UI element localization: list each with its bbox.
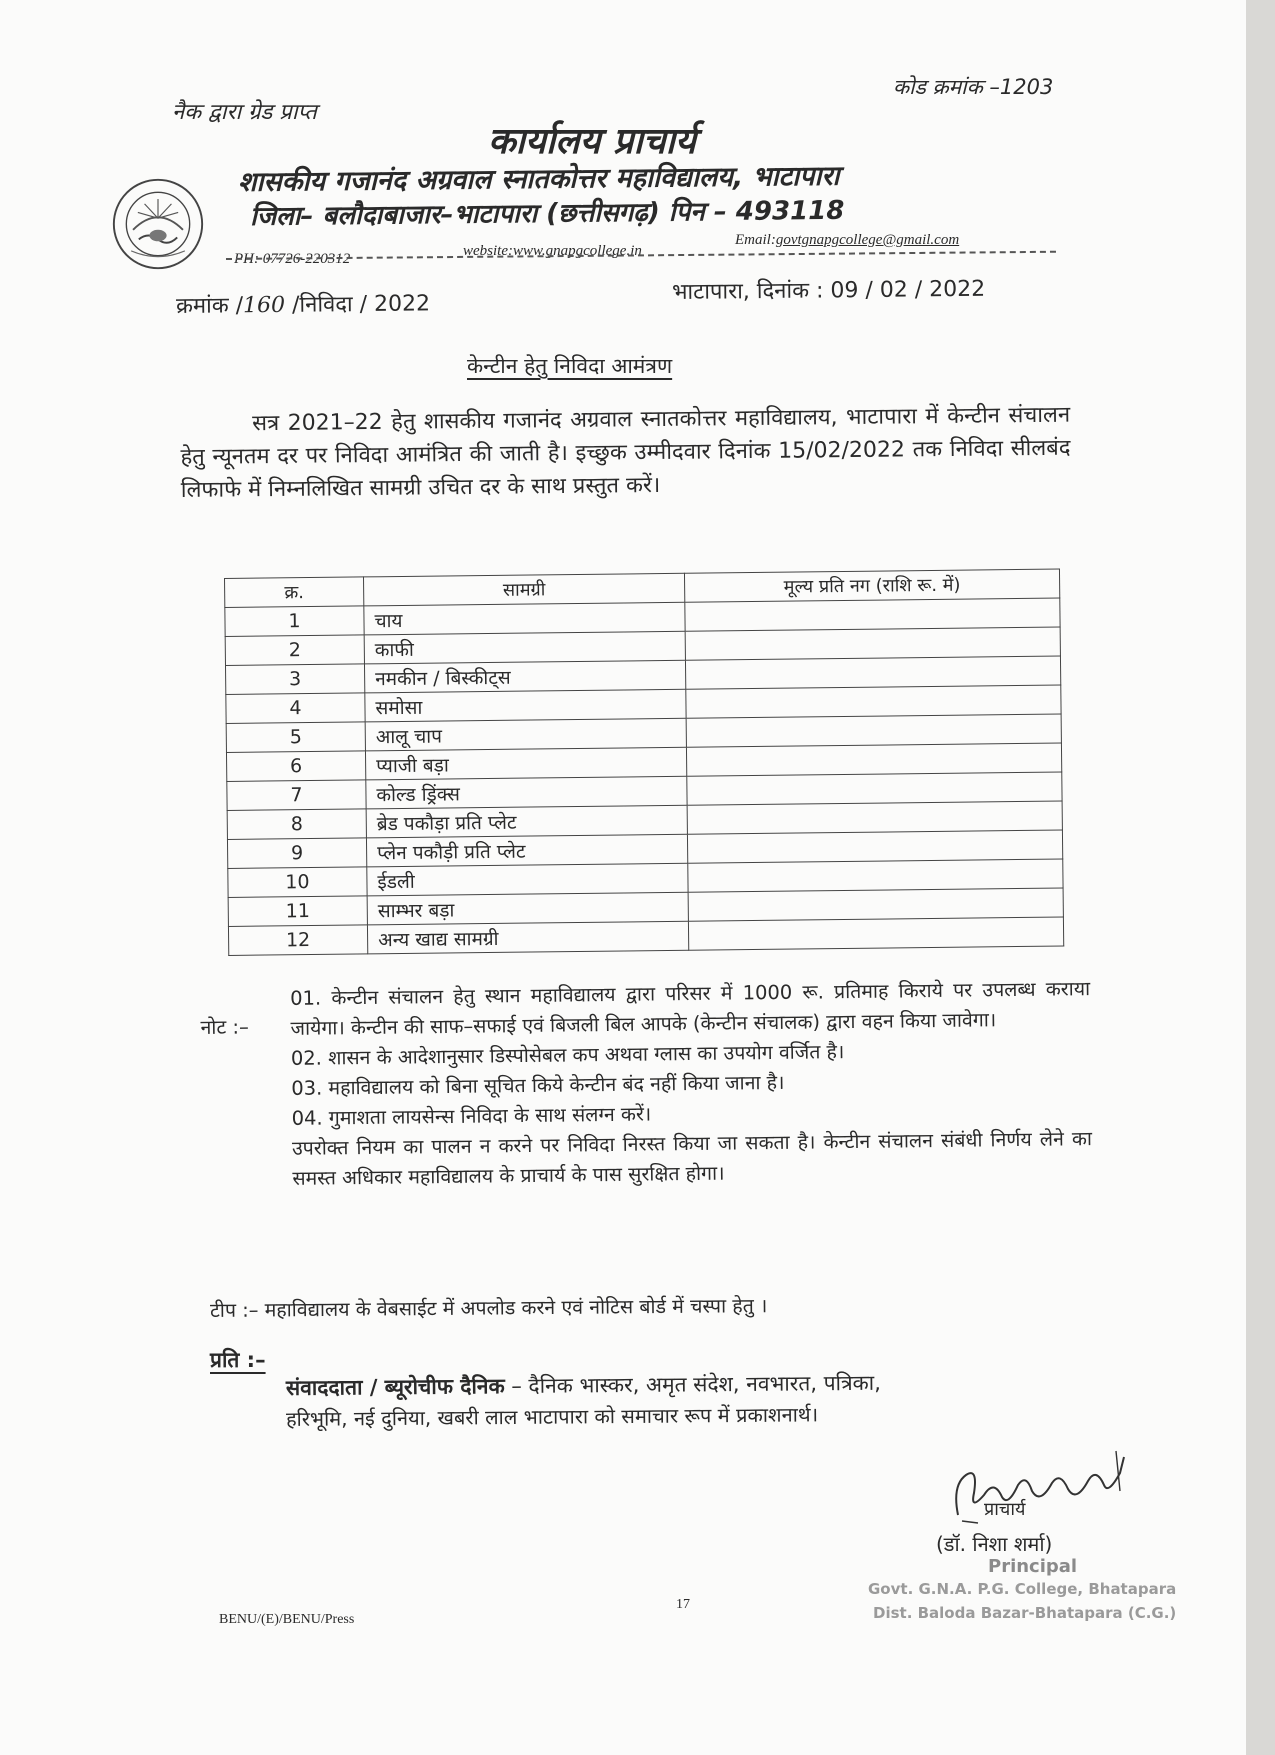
row-serial: 6 [226,751,365,782]
row-item: काफी [364,631,685,664]
place-date: भाटापारा, दिनांक : 09 / 02 / 2022 [671,276,986,305]
row-item: समोसा [365,689,686,722]
note-conclusion: उपरोक्त नियम का पालन न करने पर निविदा निरस्त किया जा सकता है। केन्टीन संचालन संबंधी निर्णय लेने का समस्त अधिकार महाविद्यालय के प्राचार्य के पास सुरक्षित होगा। [291,1127,1093,1190]
row-price [686,714,1061,747]
row-price [687,830,1062,863]
row-serial: 1 [225,606,364,637]
body-paragraph [180,399,1071,507]
row-serial: 10 [228,867,367,898]
college-name: शासकीय गजानंद अग्रवाल स्नातकोत्तर महाविद्यालय, भाटापारा [237,160,840,198]
row-item: ब्रेड पकौड़ा प्रति प्लेट [366,805,687,838]
website: website:www.gnapgcollege.in [463,243,642,259]
header-serial: क्र. [225,577,364,608]
page-number: 17 [676,1597,690,1612]
press-code: BENU/(E)/BENU/Press [219,1612,355,1627]
reference-suffix: /निविदा / 2022 [284,291,431,318]
note-item: 01. केन्टीन संचालन हेतु स्थान महाविद्यालय द्वारा परिसर में 1000 रू. प्रतिमाह किराये पर उपलब्ध कराया जायेगा। केन्टीन की साफ–सफाई एवं बिजली बिल आपके (केन्टीन संचालक) द्वारा वहन किया जावेगा। [290,977,1091,1040]
principal-signature [948,1445,1148,1535]
row-price [686,685,1061,718]
tip-note: टीप :– महाविद्यालय के वेबसाईट में अपलोड करने एवं नोटिस बोर्ड में चस्पा हेतु । [209,1294,768,1322]
stamp-title: Principal [988,1556,1078,1577]
row-serial: 9 [227,838,366,869]
row-serial: 11 [228,896,367,927]
scan-edge [1246,0,1275,1755]
row-serial: 3 [225,664,364,695]
naac-grade-note: नैक द्वारा ग्रेड प्राप्त [172,100,317,125]
email-address: govtgnapgcollege@gmail.com [775,232,960,248]
row-item: साम्भर बड़ा [367,892,688,925]
copy-to-reporters [286,1369,881,1402]
row-price [686,743,1061,776]
email [735,232,959,249]
reporter-designation: संवाददाता / ब्यूरोचीफ दैनिक [285,1374,505,1400]
row-price [685,598,1060,631]
phone-number: PH: 07726-220312 [234,251,351,267]
stamp-district: Dist. Baloda Bazar-Bhatapara (C.G.) [873,1604,1177,1622]
email-label: Email: [735,232,776,248]
reference-handwritten-number: 160 [242,292,286,319]
row-item: अन्य खाद्य सामग्री [367,921,688,954]
reference-prefix: क्रमांक / [175,293,244,319]
row-serial: 4 [226,693,365,724]
row-item: आलू चाप [365,718,686,751]
row-item: चाय [364,602,685,635]
row-item: प्याजी बड़ा [365,747,686,780]
items-table [224,569,1064,956]
copy-to-label: प्रति :– [210,1348,266,1372]
row-item: ईडली [367,863,688,896]
note-label: नोट :– [200,1015,249,1039]
college-seal-logo [110,176,206,272]
row-item: प्लेन पकौड़ी प्रति प्लेट [366,834,687,867]
header-price: मूल्य प्रति नग (राशि रू. में) [684,569,1059,602]
college-address: जिला– बलौदाबाजार–भाटापारा (छत्तीसगढ़) पिन – 493118 [249,195,845,232]
office-title: कार्यालय प्राचार्य [488,121,696,162]
newspaper-list: – दैनिक भास्कर, अमृत संदेश, नवभारत, पत्रिका, [504,1370,881,1399]
notes-body [290,974,1093,1194]
row-serial: 5 [226,722,365,753]
principal-name: (डॉ. निशा शर्मा) [936,1532,1053,1556]
items-table-wrapper [224,569,1064,956]
row-price [688,859,1063,892]
note-item: 02. शासन के आदेशानुसार डिस्पोसेबल कप अथवा ग्लास का उपयोग वर्जित है। [290,1040,845,1070]
row-price [688,917,1063,950]
note-item: 04. गुमाशता लायसेन्स निविदा के साथ संलग्न करें। [291,1102,652,1130]
row-serial: 8 [227,809,366,840]
row-serial: 12 [228,925,367,956]
row-item: नमकीन / बिस्कीट्स [364,660,685,693]
row-price [687,801,1062,834]
newspaper-list-continued: हरिभूमि, नई दुनिया, खबरी लाल भाटापारा को समाचार रूप में प्रकाशनार्थ। [285,1402,819,1431]
designation-principal: प्राचार्य [984,1499,1026,1520]
subject-heading: केन्टीन हेतु निविदा आमंत्रण [467,354,673,378]
row-price [685,627,1060,660]
row-serial: 7 [227,780,366,811]
header-item: सामग्री [363,573,684,606]
reference-number [176,287,430,320]
stamp-college: Govt. G.N.A. P.G. College, Bhatapara [868,1580,1177,1598]
note-item: 03. महाविद्यालय को बिना सूचित किये केन्टीन बंद नहीं किया जाना है। [291,1070,785,1100]
row-price [685,656,1060,689]
code-number: कोड क्रमांक –1203 [893,75,1054,99]
row-price [688,888,1063,921]
notes-section [200,974,1092,1195]
row-item: कोल्ड ड्रिंक्स [366,776,687,809]
row-serial: 2 [225,635,364,666]
body-text: सत्र 2021–22 हेतु शासकीय गजानंद अग्रवाल स्नातकोत्तर महाविद्यालय, भाटापारा में केन्टीन संचालन हेतु न्यूनतम दर पर निविदा आमंत्रित की जाती है। इच्छुक उम्मीदवार दिनांक 15/02/2022 तक निविदा सीलबंद लिफाफे में निम्नलिखित सामग्री उचित दर के साथ प्रस्तुत करें। [180,402,1071,503]
row-price [687,772,1062,805]
